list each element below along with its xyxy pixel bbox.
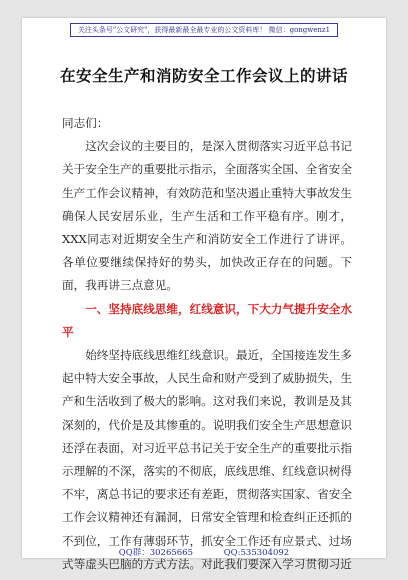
footer-qq: QQ:535304092 — [223, 548, 290, 558]
paragraph-section-1: 始终坚持底线思维红线意识。最近，全国接连发生多起中特大安全事故，人民生命和财产受到了威胁损失，生产和生活收到了极大的影响。这对我们来说，教训是及其深刻的，代价是及其惨重的。说明我们安全生产思想意识还浮在表面，对习近平总书记关于安全生产的重要批示指示理解的不深，落实的不彻底，底线思维、红线意识树得不牢，离总书记的要求还有差距，贯彻落实国家、省安全工作会议精神还有漏洞，日常安全管理和检查纠正还抓的不到位，工作有薄弱环节，抓安全工作还有应景式、过场式等虚头巴脑的方式方法。对此我们要深入学习贯彻习近 — [62, 348, 352, 571]
document-body — [62, 112, 352, 576]
paragraph-intro: 这次会议的主要目的，是深入贯彻落实习近平总书记关于安全生产的重要批示指示，全面落实全国、全省安全生产工作会议精神，有效防范和坚决遏止重特大事故发生确保人民安居乐业，生产生活和工作平稳有序。刚才，XXX同志对近期安全生产和消防安全工作进行了讲评。各单位要继续保持好的势头，加快改正存在的问题。下面，我再讲三点意见。 — [62, 139, 352, 293]
page-title: 在安全生产和消防安全工作会议上的讲话 — [59, 67, 348, 85]
footer-contact — [22, 546, 386, 558]
document-page — [22, 18, 386, 571]
greeting: 同志们： — [62, 116, 109, 130]
section-heading-1: 一、坚持底线思维，红线意识，下大力气提升安全水平 — [62, 301, 352, 339]
top-banner: 关注头条号"公文研究"，获得最新最全最专业的公文资料库！ 微信：gongwenz1 — [70, 23, 338, 37]
footer-qq-group: QQ群：30265665 — [118, 548, 193, 558]
